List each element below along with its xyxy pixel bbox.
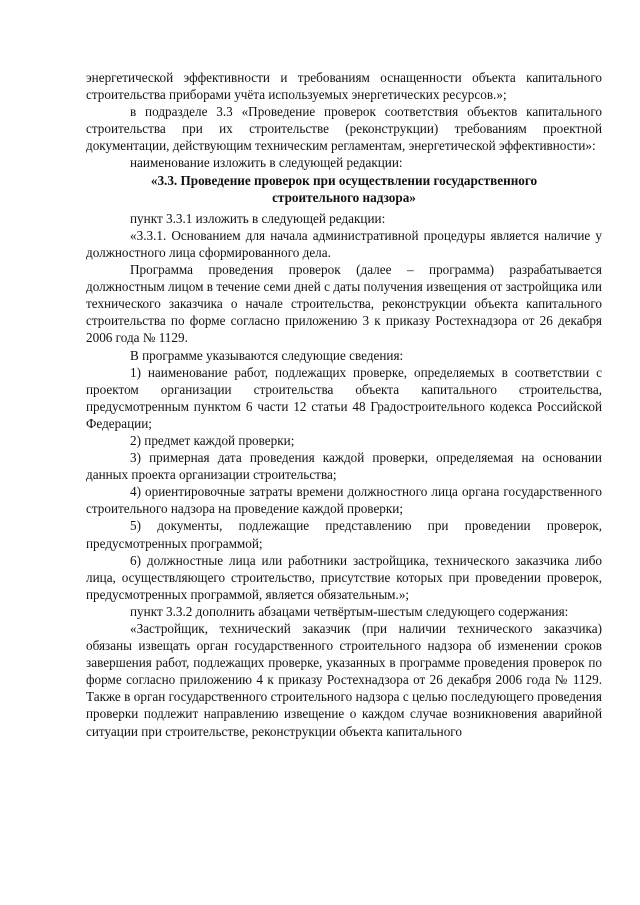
- paragraph: энергетической эффективности и требованиям оснащенности объекта капитального строительства приборами учёта используемых энергетических ресурсов.»;: [86, 70, 602, 103]
- paragraph: «3.3.1. Основанием для начала административной процедуры является наличие у должностного лица сформированного дела.: [86, 227, 602, 260]
- paragraph: наименование изложить в следующей редакции:: [130, 155, 403, 171]
- section-heading: «3.3. Проведение проверок при осуществлении государственного строительного надзора»: [150, 172, 538, 205]
- list-item: 5) документы, подлежащие представлению при проведении проверок, предусмотренных программой;: [86, 518, 602, 551]
- list-item: 1) наименование работ, подлежащих проверке, определяемых в соответствии с проектом организации строительства объекта капитального строительства, предусмотренным пунктом 6 части 12 статьи 48 Градостроительного кодекса Российской Федерации;: [86, 364, 602, 431]
- list-item: 3) примерная дата проведения каждой проверки, определяемая на основании данных проекта организации строительства;: [86, 450, 602, 483]
- list-item: 4) ориентировочные затраты времени должностного лица органа государственного строительного надзора на проведение каждой проверки;: [86, 484, 602, 517]
- document-page: [86, 69, 602, 740]
- paragraph: Программа проведения проверок (далее – программа) разрабатывается должностным лицом в течение семи дней с даты получения извещения от застройщика или технического заказчика о начале строительства, реконструкции объекта капитального строительства по форме согласно приложению 3 к приказу Ростехнадзора от 26 декабря 2006 года № 1129.: [86, 262, 602, 346]
- paragraph: «Застройщик, технический заказчик (при наличии технического заказчика) обязаны извещать орган государственного строительного надзора об изменении сроков завершения работ, подлежащих проверке, указанных в программе проведения проверок по форме согласно приложению 4 к приказу Ростехнадзора от 26 декабря 2006 года № 1129. Также в орган государственного строительного надзора с целью последующего проведения проверки подлежит направлению извещение о каждом случае возникновения аварийной ситуации при строительстве, реконструкции объекта капитального: [86, 621, 602, 739]
- paragraph: в подразделе 3.3 «Проведение проверок соответствия объектов капитального строительства при их строительстве (реконструкции) требованиям проектной документации, действующим техническим регламентам, энергетической эффективности»:: [86, 104, 602, 154]
- list-item: 6) должностные лица или работники застройщика, технического заказчика либо лица, осуществляющего строительство, присутствие которых при проведении проверок, предусмотренных программой, является обязательным.»;: [86, 552, 602, 602]
- list-item: 2) предмет каждой проверки;: [130, 432, 295, 448]
- paragraph: пункт 3.3.1 изложить в следующей редакции:: [130, 210, 386, 226]
- paragraph: В программе указываются следующие сведения:: [130, 347, 404, 363]
- paragraph: пункт 3.3.2 дополнить абзацами четвёртым-шестым следующего содержания:: [130, 603, 569, 619]
